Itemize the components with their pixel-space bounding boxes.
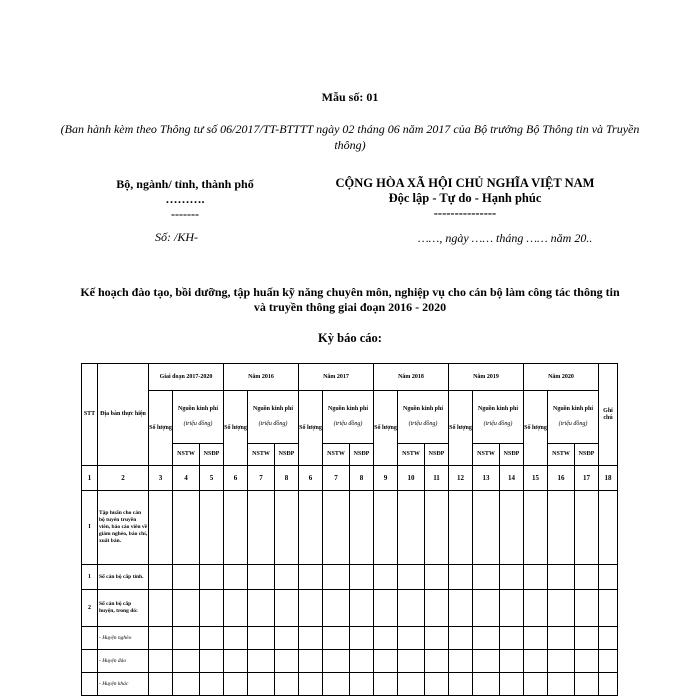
row-stt <box>82 673 98 696</box>
nstw-header: NSTW <box>173 444 200 466</box>
data-cell[interactable] <box>350 565 374 590</box>
data-cell[interactable] <box>548 565 575 590</box>
quantity-header: Số lượng <box>374 391 398 466</box>
data-cell[interactable] <box>398 650 425 673</box>
data-cell[interactable] <box>224 565 248 590</box>
budget-unit: (triệu đồng) <box>483 421 513 427</box>
data-cell[interactable] <box>548 650 575 673</box>
column-number: 16 <box>548 466 575 491</box>
data-cell[interactable] <box>200 491 224 565</box>
table-row <box>82 673 618 696</box>
data-cell[interactable] <box>374 590 398 627</box>
data-cell[interactable] <box>149 673 173 696</box>
row-stt: 2 <box>82 590 98 627</box>
data-cell[interactable] <box>275 627 299 650</box>
row-description: - Huyện đảo <box>98 650 149 673</box>
data-cell[interactable] <box>398 590 425 627</box>
data-cell[interactable] <box>149 650 173 673</box>
data-cell[interactable] <box>473 565 500 590</box>
column-number: 11 <box>425 466 449 491</box>
data-cell[interactable] <box>500 565 524 590</box>
data-cell[interactable] <box>524 491 548 565</box>
plan-title: Kế hoạch đào tạo, bồi dưỡng, tập huấn kỹ năng chuyên môn, nghiệp vụ cho cán bộ làm công tác thông tin và truyền thông giai đoạn 2016 - 2020 <box>80 285 620 314</box>
data-cell[interactable] <box>248 650 275 673</box>
column-number: 8 <box>275 466 299 491</box>
data-cell[interactable] <box>473 627 500 650</box>
data-cell[interactable] <box>425 627 449 650</box>
data-cell[interactable] <box>173 590 200 627</box>
nstw-header: NSTW <box>323 444 350 466</box>
ministry-label: Bộ, ngành/ tỉnh, thành phố <box>116 177 254 191</box>
nsdp-header: NSĐP <box>500 444 524 466</box>
data-cell[interactable] <box>473 650 500 673</box>
data-cell[interactable] <box>398 565 425 590</box>
column-number: 5 <box>200 466 224 491</box>
data-cell[interactable] <box>374 673 398 696</box>
data-cell[interactable] <box>374 627 398 650</box>
budget-unit: (triệu đồng) <box>408 421 438 427</box>
issuance-note: (Ban hành kèm theo Thông tư số 06/2017/TT-BTTTT ngày 02 tháng 06 năm 2017 của Bộ trưởng Bộ Thông tin và Truyền thông) <box>60 122 640 152</box>
motto-rule: --------------- <box>433 206 497 220</box>
row-description: - Huyện khác <box>98 673 149 696</box>
data-cell[interactable] <box>473 590 500 627</box>
data-cell[interactable] <box>548 590 575 627</box>
data-cell[interactable] <box>599 650 618 673</box>
data-cell[interactable] <box>224 627 248 650</box>
data-cell[interactable] <box>524 650 548 673</box>
data-cell[interactable] <box>500 590 524 627</box>
data-cell[interactable] <box>425 491 449 565</box>
data-cell[interactable] <box>398 491 425 565</box>
data-cell[interactable] <box>299 565 323 590</box>
budget-label: Nguồn kinh phí <box>177 406 219 412</box>
data-cell[interactable] <box>350 673 374 696</box>
data-cell[interactable] <box>449 565 473 590</box>
nsdp-header: NSĐP <box>425 444 449 466</box>
budget-label: Nguồn kinh phí <box>402 406 444 412</box>
period-header: Năm 2016 <box>224 364 299 391</box>
budget-header <box>323 391 374 444</box>
budget-header <box>398 391 449 444</box>
column-number: 15 <box>524 466 548 491</box>
data-cell[interactable] <box>275 590 299 627</box>
data-cell[interactable] <box>200 590 224 627</box>
form-number: Mẫu số: 01 <box>321 90 379 104</box>
data-cell[interactable] <box>350 627 374 650</box>
data-cell[interactable] <box>599 565 618 590</box>
data-cell[interactable] <box>248 491 275 565</box>
data-cell[interactable] <box>548 627 575 650</box>
data-cell[interactable] <box>248 673 275 696</box>
nsdp-header: NSĐP <box>200 444 224 466</box>
data-cell[interactable] <box>473 673 500 696</box>
data-cell[interactable] <box>524 565 548 590</box>
data-cell[interactable] <box>500 673 524 696</box>
data-cell[interactable] <box>398 673 425 696</box>
data-cell[interactable] <box>200 650 224 673</box>
period-header: Năm 2018 <box>374 364 449 391</box>
budget-unit: (triệu đồng) <box>558 421 588 427</box>
data-cell[interactable] <box>275 650 299 673</box>
republic-name: CỘNG HÒA XÃ HỘI CHỦ NGHĨA VIỆT NAM <box>335 176 595 190</box>
data-cell[interactable] <box>149 590 173 627</box>
data-cell[interactable] <box>374 650 398 673</box>
data-cell[interactable] <box>173 650 200 673</box>
data-cell[interactable] <box>248 627 275 650</box>
data-cell[interactable] <box>425 565 449 590</box>
data-cell[interactable] <box>449 627 473 650</box>
nsdp-header: NSĐP <box>350 444 374 466</box>
data-cell[interactable] <box>449 673 473 696</box>
data-cell[interactable] <box>224 590 248 627</box>
location-header: Địa bàn thực hiện <box>98 364 149 466</box>
column-number: 18 <box>599 466 618 491</box>
row-description: Tập huấn cho cán bộ tuyên truyền viên, báo cáo viên về giảm nghèo, báo chí, xuất bản. <box>98 491 149 565</box>
quantity-header: Số lượng <box>299 391 323 466</box>
data-cell[interactable] <box>500 650 524 673</box>
quantity-header: Số lượng <box>149 391 173 466</box>
data-cell[interactable] <box>548 491 575 565</box>
quantity-header: Số lượng <box>524 391 548 466</box>
data-cell[interactable] <box>575 650 599 673</box>
data-cell[interactable] <box>200 627 224 650</box>
left-header <box>80 177 290 222</box>
nstw-header: NSTW <box>473 444 500 466</box>
column-number: 7 <box>248 466 275 491</box>
data-cell[interactable] <box>350 650 374 673</box>
nstw-header: NSTW <box>248 444 275 466</box>
data-cell[interactable] <box>323 590 350 627</box>
data-cell[interactable] <box>449 491 473 565</box>
right-header <box>290 176 640 221</box>
column-number: 3 <box>149 466 173 491</box>
data-cell[interactable] <box>299 590 323 627</box>
data-cell[interactable] <box>500 491 524 565</box>
data-cell[interactable] <box>323 627 350 650</box>
report-table <box>81 363 618 696</box>
column-number: 14 <box>500 466 524 491</box>
budget-unit: (triệu đồng) <box>183 421 213 427</box>
row-stt <box>82 650 98 673</box>
data-cell[interactable] <box>248 565 275 590</box>
stt-header: STT <box>82 364 98 466</box>
data-cell[interactable] <box>398 627 425 650</box>
data-cell[interactable] <box>575 565 599 590</box>
data-cell[interactable] <box>599 590 618 627</box>
column-number: 6 <box>299 466 323 491</box>
data-cell[interactable] <box>575 590 599 627</box>
data-cell[interactable] <box>299 650 323 673</box>
column-number: 6 <box>224 466 248 491</box>
row-stt: 1 <box>82 565 98 590</box>
ministry-rule: ------- <box>171 207 199 221</box>
data-cell[interactable] <box>449 590 473 627</box>
period-header: Năm 2019 <box>449 364 524 391</box>
data-cell[interactable] <box>173 491 200 565</box>
data-cell[interactable] <box>350 590 374 627</box>
column-number: 7 <box>323 466 350 491</box>
data-cell[interactable] <box>173 627 200 650</box>
row-stt <box>82 627 98 650</box>
nstw-header: NSTW <box>398 444 425 466</box>
data-cell[interactable] <box>524 590 548 627</box>
data-cell[interactable] <box>575 491 599 565</box>
period-header: Giai đoạn 2017-2020 <box>149 364 224 391</box>
budget-unit: (triệu đồng) <box>333 421 363 427</box>
nsdp-header: NSĐP <box>275 444 299 466</box>
table-row <box>82 650 618 673</box>
row-stt: I <box>82 491 98 565</box>
data-cell[interactable] <box>425 673 449 696</box>
data-cell[interactable] <box>224 491 248 565</box>
data-cell[interactable] <box>350 491 374 565</box>
period-header: Năm 2020 <box>524 364 599 391</box>
data-cell[interactable] <box>599 491 618 565</box>
column-number: 17 <box>575 466 599 491</box>
data-cell[interactable] <box>200 673 224 696</box>
data-cell[interactable] <box>149 627 173 650</box>
column-number: 1 <box>82 466 98 491</box>
document-number: Số: /KH- <box>155 230 198 244</box>
data-cell[interactable] <box>425 590 449 627</box>
column-number: 9 <box>374 466 398 491</box>
data-cell[interactable] <box>248 590 275 627</box>
table-row <box>82 565 618 590</box>
document-date: ……, ngày …… tháng …… năm 20.. <box>418 231 593 245</box>
data-cell[interactable] <box>299 627 323 650</box>
row-description: - Huyện nghèo <box>98 627 149 650</box>
table-row <box>82 627 618 650</box>
notes-header: Ghi chú <box>599 364 618 466</box>
data-cell[interactable] <box>323 491 350 565</box>
budget-header <box>473 391 524 444</box>
data-cell[interactable] <box>374 565 398 590</box>
row-description: Số cán bộ cấp huyện, trong đó: <box>98 590 149 627</box>
column-number: 12 <box>449 466 473 491</box>
data-cell[interactable] <box>374 491 398 565</box>
column-number: 10 <box>398 466 425 491</box>
data-cell[interactable] <box>173 565 200 590</box>
quantity-header: Số lượng <box>224 391 248 466</box>
data-cell[interactable] <box>575 673 599 696</box>
data-cell[interactable] <box>200 565 224 590</box>
column-number: 2 <box>98 466 149 491</box>
data-cell[interactable] <box>599 673 618 696</box>
table-row <box>82 491 618 565</box>
data-cell[interactable] <box>500 627 524 650</box>
table-row <box>82 590 618 627</box>
budget-unit: (triệu đồng) <box>258 421 288 427</box>
data-cell[interactable] <box>449 650 473 673</box>
data-cell[interactable] <box>224 673 248 696</box>
column-number: 4 <box>173 466 200 491</box>
data-cell[interactable] <box>299 673 323 696</box>
budget-header <box>248 391 299 444</box>
nsdp-header: NSĐP <box>575 444 599 466</box>
data-cell[interactable] <box>425 650 449 673</box>
data-cell[interactable] <box>323 673 350 696</box>
data-cell[interactable] <box>323 650 350 673</box>
data-cell[interactable] <box>599 627 618 650</box>
data-cell[interactable] <box>224 650 248 673</box>
national-motto: Độc lập - Tự do - Hạnh phúc <box>388 191 542 205</box>
data-cell[interactable] <box>149 565 173 590</box>
data-cell[interactable] <box>275 565 299 590</box>
data-cell[interactable] <box>524 673 548 696</box>
budget-label: Nguồn kinh phí <box>252 406 294 412</box>
data-cell[interactable] <box>275 673 299 696</box>
data-cell[interactable] <box>173 673 200 696</box>
data-cell[interactable] <box>299 491 323 565</box>
data-cell[interactable] <box>548 673 575 696</box>
budget-header <box>548 391 599 444</box>
budget-label: Nguồn kinh phí <box>327 406 369 412</box>
data-cell[interactable] <box>275 491 299 565</box>
row-description: Số cán bộ cấp tỉnh. <box>98 565 149 590</box>
data-cell[interactable] <box>149 491 173 565</box>
data-cell[interactable] <box>524 627 548 650</box>
column-number: 8 <box>350 466 374 491</box>
data-cell[interactable] <box>323 565 350 590</box>
report-period: Kỳ báo cáo: <box>318 331 382 345</box>
data-cell[interactable] <box>473 491 500 565</box>
ministry-dots: ………. <box>165 192 205 206</box>
quantity-header: Số lượng <box>449 391 473 466</box>
column-number: 13 <box>473 466 500 491</box>
data-cell[interactable] <box>575 627 599 650</box>
budget-label: Nguồn kinh phí <box>477 406 519 412</box>
nstw-header: NSTW <box>548 444 575 466</box>
budget-label: Nguồn kinh phí <box>552 406 594 412</box>
period-header: Năm 2017 <box>299 364 374 391</box>
budget-header <box>173 391 224 444</box>
